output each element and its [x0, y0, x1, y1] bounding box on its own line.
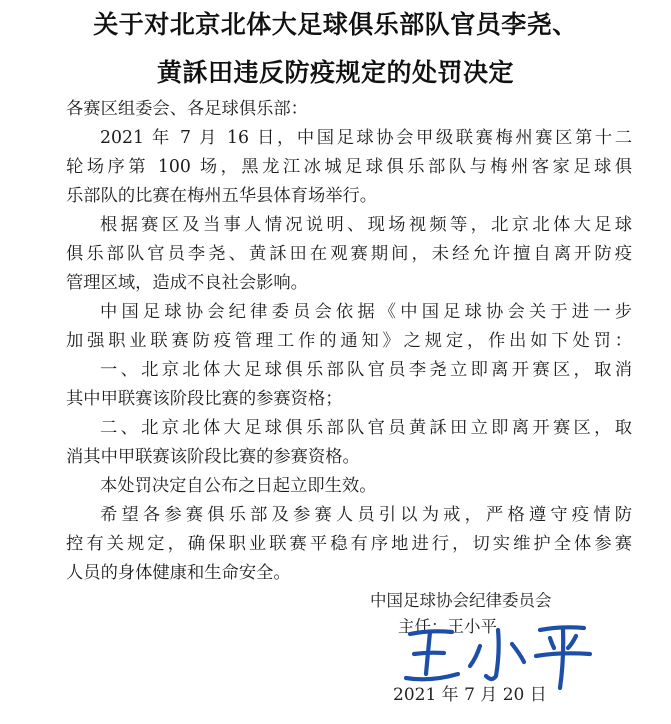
paragraph-1-line-1: 2021 年 7 月 16 日，中国足球协会甲级联赛梅州赛区第十二 [100, 128, 632, 148]
signature-director: 主任：王小平 [398, 617, 497, 636]
paragraph-2-line-1: 根据赛区及当事人情况说明、现场视频等，北京北体大足球 [100, 215, 632, 235]
paragraph-7-line-2: 控有关规定，确保职业联赛平稳有序地进行，切实维护全体参赛 [66, 534, 632, 554]
paragraph-3-line-2: 加强职业联赛防疫管理工作的通知》之规定，作出如下处罚： [66, 331, 632, 351]
handwritten-signature-image [400, 612, 600, 692]
paragraph-7-line-3: 人员的身体健康和生命安全。 [66, 563, 291, 583]
paragraph-7-line-1: 希望各参赛俱乐部及参赛人员引以为戒，严格遵守疫情防 [100, 505, 632, 525]
paragraph-5-line-1: 二、北京北体大足球俱乐部队官员黄訸田立即离开赛区，取 [100, 418, 632, 438]
document-title-line-2: 黄訸田违反防疫规定的处罚决定 [156, 58, 514, 87]
paragraph-6-line-1: 本处罚决定自公布之日起立即生效。 [100, 476, 377, 496]
paragraph-2-line-3: 管理区域，造成不良社会影响。 [66, 273, 308, 293]
signature-organization: 中国足球协会纪律委员会 [370, 591, 552, 610]
paragraph-4-line-2: 其中甲联赛该阶段比赛的参赛资格； [66, 389, 343, 409]
paragraph-1-line-2: 轮场序第 100 场，黑龙江冰城足球俱乐部队与梅州客家足球俱 [66, 157, 632, 177]
salutation: 各赛区组委会、各足球俱乐部： [66, 99, 308, 119]
paragraph-3-line-1: 中国足球协会纪律委员会依据《中国足球协会关于进一步 [100, 302, 632, 322]
document-title-line-1: 关于对北京北体大足球俱乐部队官员李尧、 [93, 10, 578, 39]
paragraph-2-line-2: 俱乐部队官员李尧、黄訸田在观赛期间，未经允许擅自离开防疫 [66, 244, 632, 264]
paragraph-1-line-3: 乐部队的比赛在梅州五华县体育场举行。 [66, 186, 378, 206]
paragraph-4-line-1: 一、北京北体大足球俱乐部队官员李尧立即离开赛区，取消 [100, 360, 632, 380]
signature-date: 2021 年 7 月 20 日 [393, 685, 547, 705]
paragraph-5-line-2: 消其中甲联赛该阶段比赛的参赛资格。 [66, 447, 360, 467]
